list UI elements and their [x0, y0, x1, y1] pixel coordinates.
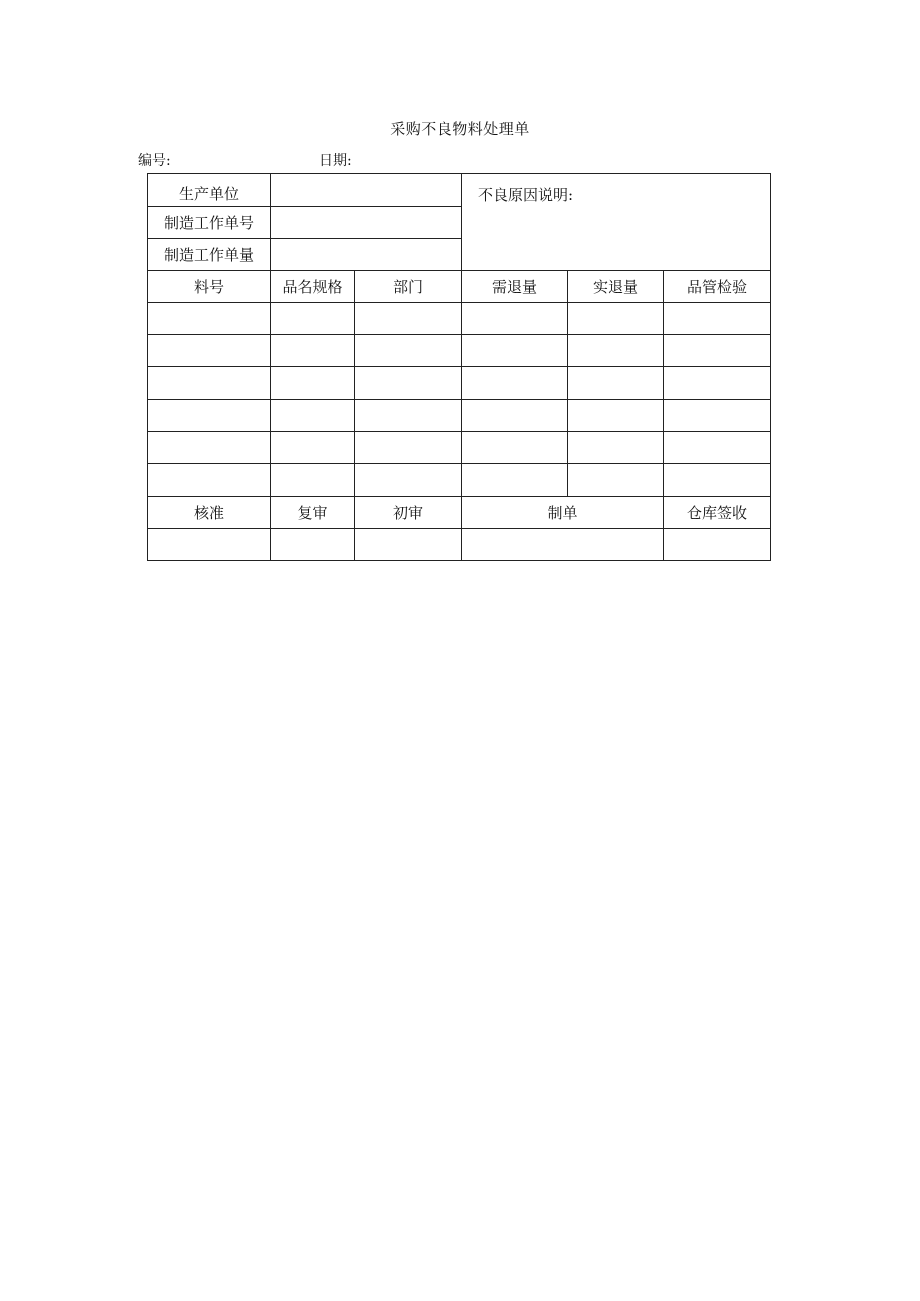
table-cell[interactable]: [271, 399, 355, 431]
table-cell[interactable]: [355, 431, 462, 463]
table-cell[interactable]: [355, 463, 462, 496]
table-cell[interactable]: [462, 303, 568, 335]
column-header-name-spec: 品名规格: [271, 271, 355, 303]
table-row: [148, 303, 771, 335]
production-unit-label: 生产单位: [148, 174, 271, 207]
column-header-return-qty-actual: 实退量: [568, 271, 664, 303]
table-row: [148, 367, 771, 399]
table-cell[interactable]: [148, 431, 271, 463]
table-cell[interactable]: [664, 335, 771, 367]
warehouse-receipt-signature-field[interactable]: [664, 528, 771, 560]
table-row: [148, 463, 771, 496]
table-cell[interactable]: [462, 399, 568, 431]
table-row: [148, 399, 771, 431]
date-label: 日期:: [319, 153, 352, 169]
approval-label-prepared-by: 制单: [462, 496, 664, 528]
approval-label-approve: 核准: [148, 496, 271, 528]
table-cell[interactable]: [355, 303, 462, 335]
approval-header-row: [148, 496, 771, 528]
table-cell[interactable]: [664, 303, 771, 335]
table-cell[interactable]: [462, 431, 568, 463]
production-unit-field[interactable]: [271, 174, 462, 207]
table-cell[interactable]: [271, 303, 355, 335]
column-header-return-qty-required: 需退量: [462, 271, 568, 303]
work-order-no-field[interactable]: [271, 207, 462, 239]
work-order-no-label: 制造工作单号: [148, 207, 271, 239]
table-cell[interactable]: [271, 367, 355, 399]
approval-label-warehouse-receipt: 仓库签收: [664, 496, 771, 528]
page-title: 采购不良物料处理单: [390, 120, 530, 138]
column-header-department: 部门: [355, 271, 462, 303]
first-review-signature-field[interactable]: [355, 528, 462, 560]
table-cell[interactable]: [664, 367, 771, 399]
table-cell[interactable]: [568, 303, 664, 335]
table-cell[interactable]: [462, 335, 568, 367]
number-label: 编号:: [138, 153, 171, 169]
column-header-qc-inspection: 品管检验: [664, 271, 771, 303]
table-cell[interactable]: [462, 463, 568, 496]
table-cell[interactable]: [271, 431, 355, 463]
table-cell[interactable]: [664, 463, 771, 496]
table-cell[interactable]: [462, 367, 568, 399]
table-cell[interactable]: [568, 431, 664, 463]
table-cell[interactable]: [568, 335, 664, 367]
work-order-qty-field[interactable]: [271, 239, 462, 271]
table-cell[interactable]: [664, 431, 771, 463]
column-header-part-no: 料号: [148, 271, 271, 303]
table-cell[interactable]: [355, 367, 462, 399]
prepared-by-signature-field[interactable]: [462, 528, 664, 560]
table-cell[interactable]: [664, 399, 771, 431]
table-cell[interactable]: [355, 335, 462, 367]
table-cell[interactable]: [148, 463, 271, 496]
work-order-qty-label: 制造工作单量: [148, 239, 271, 271]
second-review-signature-field[interactable]: [271, 528, 355, 560]
table-cell[interactable]: [271, 335, 355, 367]
table-cell[interactable]: [148, 303, 271, 335]
table-cell[interactable]: [148, 399, 271, 431]
defective-material-form: [147, 173, 771, 561]
approval-label-first-review: 初审: [355, 496, 462, 528]
table-cell[interactable]: [568, 463, 664, 496]
approve-signature-field[interactable]: [148, 528, 271, 560]
table-row: [148, 431, 771, 463]
table-cell[interactable]: [271, 463, 355, 496]
table-cell[interactable]: [148, 367, 271, 399]
table-cell[interactable]: [568, 399, 664, 431]
approval-signature-row: [148, 528, 771, 560]
defect-reason-label: 不良原因说明:: [478, 186, 574, 204]
table-row: [148, 335, 771, 367]
table-cell[interactable]: [355, 399, 462, 431]
approval-label-second-review: 复审: [271, 496, 355, 528]
item-header-row: [148, 271, 771, 303]
table-cell[interactable]: [568, 367, 664, 399]
table-cell[interactable]: [148, 335, 271, 367]
defect-reason-field[interactable]: [462, 174, 771, 271]
